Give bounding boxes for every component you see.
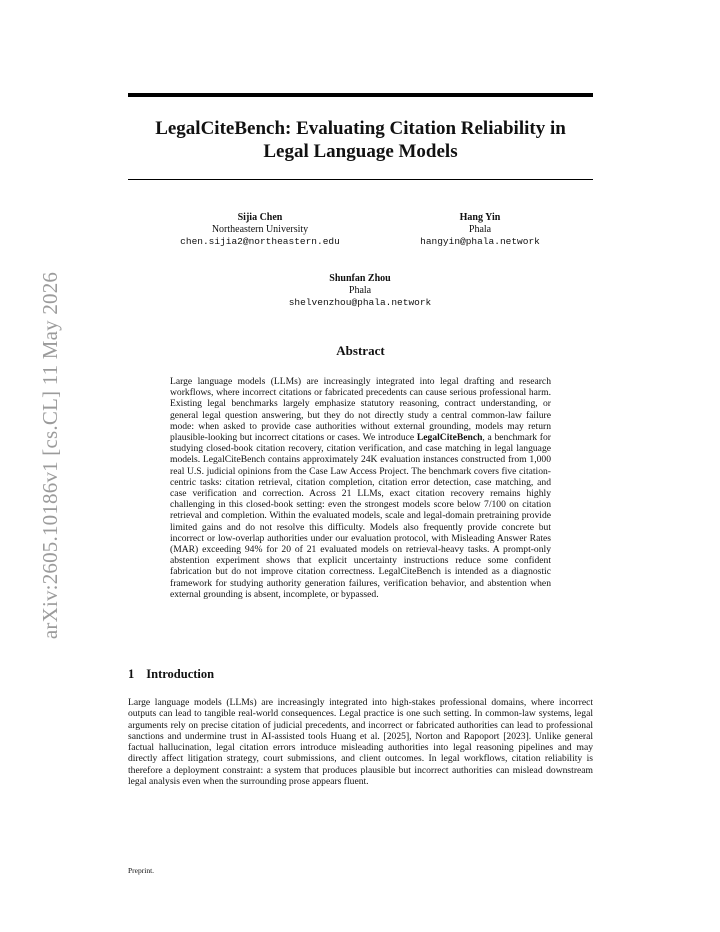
arxiv-stamp (36, 260, 66, 650)
preprint-footnote: Preprint. (128, 866, 155, 875)
author-block-3 (260, 273, 460, 309)
author-block-1 (160, 212, 360, 248)
title-rule-top (128, 93, 593, 97)
author-affiliation: Phala (468, 224, 492, 235)
title-line-2: Legal Language Models (263, 141, 458, 162)
author-affiliation: Phala (348, 285, 372, 296)
author-name: Hang Yin (459, 212, 501, 223)
title-line-1: LegalCiteBench: Evaluating Citation Reliability in (155, 118, 566, 139)
section-number: 1 (128, 667, 135, 681)
author-name: Sijia Chen (237, 212, 283, 223)
paper-title (128, 117, 593, 163)
author-email[interactable]: chen.sijia2@northeastern.edu (180, 236, 340, 247)
intro-paragraph: Large language models (LLMs) are increasingly integrated into high-stakes professional domains, where incorrect outputs can lead to tangible real-world consequences. Legal practice is one such setting. In common-law systems, legal arguments rely on precise citation of judicial precedents, and incorrect or fabricated authorities can lead to professional sanctions and undermine trust in AI-assisted tools Huang et al. [2025], Norton and Rapoport [2023]. Unlike general factual hallucination, legal citation errors introduce misleading authorities into legal reasoning pipelines and may directly affect litigation strategy, court submissions, and client outcomes. In legal workflows, citation reliability is therefore a deployment constraint: a system that produces plausible but incorrect authorities can mislead downstream legal analysis even when the surrounding prose appears fluent. (128, 697, 593, 788)
author-email[interactable]: shelvenzhou@phala.network (288, 297, 432, 308)
author-name: Shunfan Zhou (329, 273, 391, 284)
section-title: Introduction (146, 667, 215, 681)
abstract-heading: Abstract (336, 343, 385, 358)
abstract-text-rest: , a benchmark for studying closed-book citation recovery, citation verification, and case matching in legal language models. LegalCiteBench contains approximately 24K evaluation instances constructed from 1,000 real U.S. judicial opinions from the Case Law Access Project. The benchmark covers five citation-centric tasks: citation retrieval, citation completion, citation error detection, case matching, and case verification and correction. Across 21 LLMs, exact citation recovery remains highly challenging in this closed-book setting: even the strongest models score below 7/100 on citation retrieval and completion. Within the evaluated models, scale and legal-domain pretraining provide limited gains and do not resolve this difficulty. Models also frequently provide concrete but incorrect or low-overlap authorities under our evaluation protocol, with Misleading Answer Rates (MAR) exceeding 94% for 20 of 21 evaluated models on retrieval-heavy tasks. A prompt-only abstention experiment shows that explicit uncertainty instructions reduce some confident fabrication but do not improve citation correctness. LegalCiteBench is intended as a diagnostic framework for studying authority generation failures, verification behavior, and abstention when external grounding is absent, incomplete, or bypassed. (170, 432, 551, 600)
author-block-2 (380, 212, 580, 248)
author-affiliation: Northeastern University (211, 224, 309, 235)
abstract-body (170, 376, 551, 600)
section-heading (128, 667, 214, 682)
abstract-text-start: Large language models (LLMs) are increasingly integrated into legal drafting and research workflows, where incorrect citations or fabricated precedents can cause serious professional harm. Existing legal benchmarks largely emphasize statutory reasoning, contract understanding, or general legal question answering, but they do not directly study a central common-law failure mode: when asked to provide case authorities without external grounding, models may return plausible-looking but incorrect citations or cases. We introduce (170, 376, 551, 444)
arxiv-stamp-text: arXiv:2605.10186v1 [cs.CL] 11 May 2026 (38, 271, 63, 639)
title-rule-bottom (128, 179, 593, 180)
benchmark-name: LegalCiteBench (416, 432, 483, 444)
author-email[interactable]: hangyin@phala.network (420, 236, 540, 247)
